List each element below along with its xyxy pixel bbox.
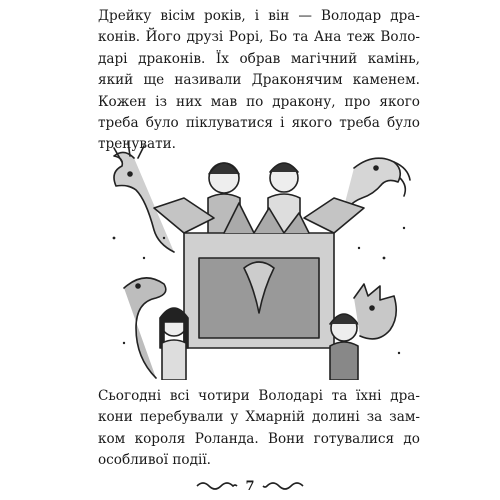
page-number: 7 — [245, 478, 255, 494]
text-line: треба було піклуватися і якого треба було — [98, 115, 420, 132]
text-line: Кожен із них мав по дракону, про якого — [98, 93, 420, 110]
text-line: тренувати. — [98, 136, 176, 153]
text-line: Сьогодні всі чотири Володарі та їхні дра- — [98, 388, 420, 404]
text-line: кони перебували у Хмарній долині за зам- — [98, 409, 420, 426]
text-line: дарі драконів. Їх обрав магічний камінь, — [98, 50, 420, 67]
dragon-masters-illustration-icon — [104, 138, 414, 380]
right-flourish-icon — [261, 480, 305, 492]
text-line: конів. Його друзі Рорі, Бо та Ана теж Воло- — [98, 29, 420, 46]
text-line: особливої події. — [98, 452, 211, 469]
text-line: Дрейку вісім років, і він — Володар дра- — [98, 8, 420, 24]
paragraph-top — [98, 6, 420, 156]
paragraph-bottom — [98, 386, 420, 472]
left-flourish-icon — [195, 480, 239, 492]
page-footer — [0, 474, 500, 498]
text-line: ком короля Роланда. Вони готувалися до — [98, 430, 420, 447]
text-line: який ще називали Драконячим каменем. — [98, 72, 420, 89]
